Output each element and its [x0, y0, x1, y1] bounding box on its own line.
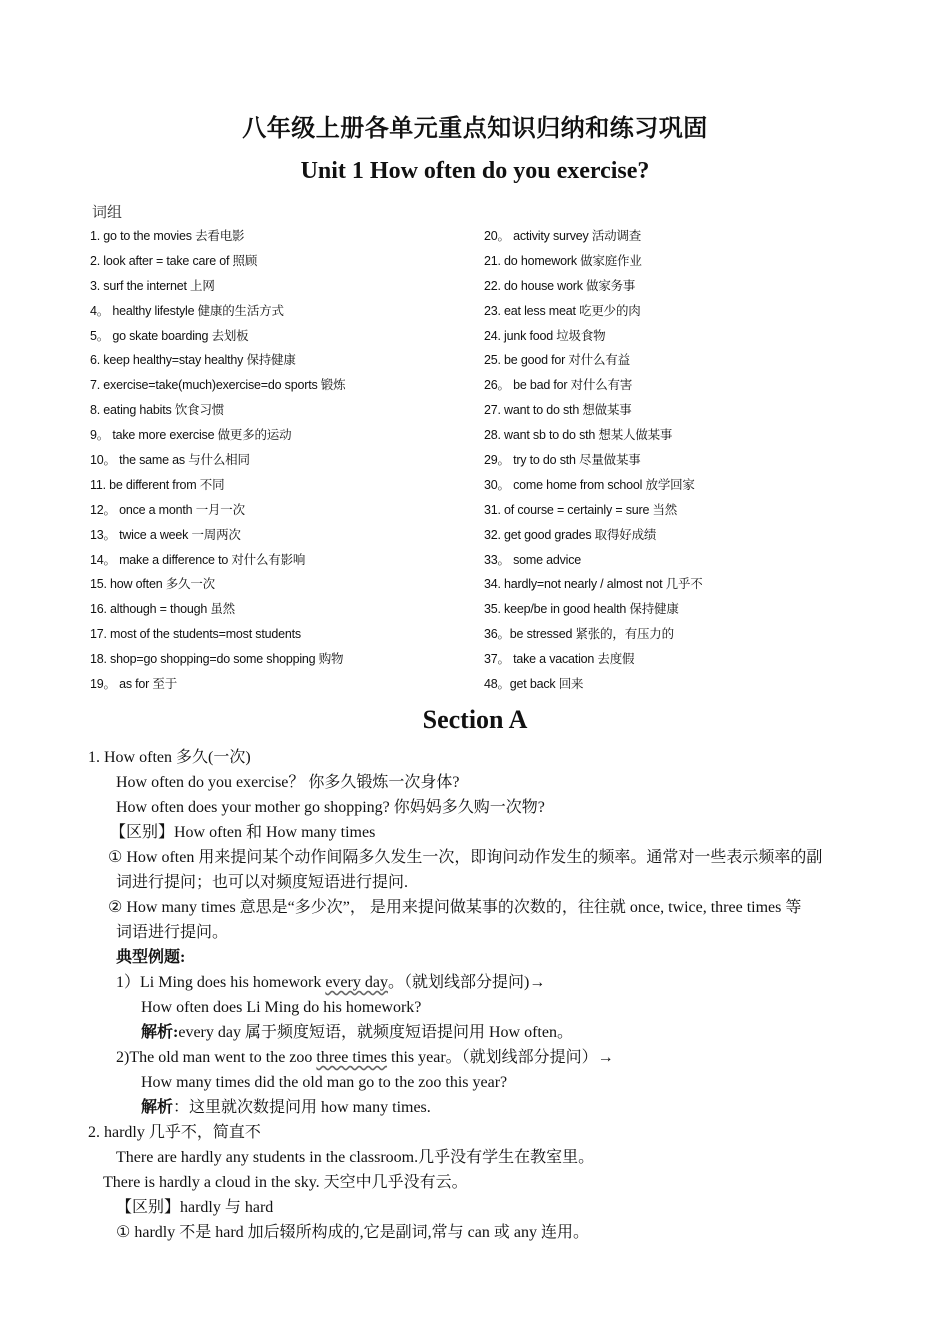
explanation-line: 词语进行提问。 [116, 924, 229, 941]
explanation-line: ② How many times 意思是“多少次”， 是用来提问做某事的次数的，往往就 once, twice, three times 等 [108, 899, 802, 916]
vocab-item: 21. do homework 做家庭作业 [484, 253, 642, 268]
vocab-item: 16. although = though 虽然 [90, 602, 235, 617]
vocab-item: 18. shop=go shopping=do some shopping 购物 [90, 652, 344, 667]
unit-title: Unit 1 How often do you exercise? [300, 158, 650, 184]
explanation-line: ① How often 用来提问某个动作间隔多久发生一次，即询问动作发生的频率。通常对一些表示频率的副 [108, 849, 823, 866]
vocab-item: 33。 some advice [484, 552, 582, 567]
vocab-item: 48。get back 回来 [484, 677, 584, 692]
vocab-item: 30。 come home from school 放学回家 [484, 477, 695, 492]
vocab-list-right [484, 226, 703, 699]
vocab-item: 2. look after = take care of 照顾 [90, 253, 258, 268]
section-title: Section A [422, 705, 528, 734]
vocab-item: 27. want to do sth 想做某事 [484, 403, 632, 418]
vocab-item: 32. get good grades 取得好成绩 [484, 527, 657, 542]
vocab-item: 34. hardly=not nearly / almost not 几乎不 [484, 577, 703, 592]
vocab-item: 4。 healthy lifestyle 健康的生活方式 [90, 303, 284, 318]
vocab-item: 23. eat less meat 吃更少的肉 [484, 303, 641, 318]
question-text: 2)The old man went to the zoo [116, 1049, 317, 1066]
question-instruction: this year。（就划线部分提问）→ [387, 1049, 614, 1066]
vocab-item: 36。be stressed 紧张的，有压力的 [484, 627, 674, 642]
question-text: 1）Li Ming does his homework [116, 974, 326, 991]
explanation-line: 词进行提问；也可以对频度短语进行提问. [116, 874, 409, 891]
vocab-item: 6. keep healthy=stay healthy 保持健康 [90, 353, 296, 368]
vocab-item: 1. go to the movies 去看电影 [90, 229, 245, 243]
vocab-item: 3. surf the internet 上网 [90, 278, 215, 293]
vocab-item: 5。 go skate boarding 去划板 [90, 328, 249, 343]
explanation-line: ① hardly 不是 hard 加后辍所构成的,它是副词,常与 can 或 any 连用。 [116, 1224, 589, 1241]
document-title: 八年级上册各单元重点知识归纳和练习巩固 [242, 114, 708, 142]
example-sentence: How often does your mother go shopping? 你妈妈多久购一次物? [116, 799, 545, 816]
analysis-line [141, 1021, 573, 1045]
vocab-item: 12。 once a month 一月一次 [90, 502, 245, 517]
analysis-label: 解析: [141, 1024, 179, 1041]
vocab-item: 22. do house work 做家务事 [484, 278, 636, 293]
vocab-item: 7. exercise=take(much)exercise=do sports 锻炼 [90, 378, 346, 393]
difference-heading: 【区别】hardly 与 hard [116, 1199, 274, 1216]
vocab-item: 24. junk food 垃圾食物 [484, 328, 606, 343]
vocab-item: 8. eating habits 饮食习惯 [90, 403, 225, 418]
analysis-line [141, 1096, 431, 1120]
analysis-label: 解析 [141, 1099, 174, 1116]
difference-heading: 【区别】How often 和 How many times [110, 824, 376, 841]
example-sentence: How often do you exercise？ 你多久锻炼一次身体? [116, 774, 460, 791]
vocab-item: 10。 the same as 与什么相同 [90, 453, 250, 468]
vocab-item: 17. most of the students=most students [90, 627, 301, 642]
question-instruction: 。（就划线部分提问)→ [387, 974, 546, 991]
vocab-item: 29。 try to do sth 尽量做某事 [484, 453, 641, 468]
vocab-item: 35. keep/be in good health 保持健康 [484, 602, 679, 617]
example-sentence: There are hardly any students in the classroom.几乎没有学生在教室里。 [116, 1149, 595, 1166]
underlined-phrase: three times [316, 1049, 388, 1066]
question-2 [116, 1046, 614, 1070]
answer-line: How many times did the old man go to the zoo this year? [141, 1074, 508, 1091]
vocab-item: 26。 be bad for 对什么有害 [484, 378, 633, 393]
example-sentence: There is hardly a cloud in the sky. 天空中几乎没有云。 [103, 1174, 468, 1191]
vocab-item: 9。 take more exercise 做更多的运动 [90, 428, 292, 443]
answer-line: How often does Li Ming do his homework? [141, 999, 422, 1016]
underlined-phrase: every day [325, 974, 388, 991]
vocab-item: 15. how often 多久一次 [90, 577, 215, 592]
vocab-heading: 词组 [92, 203, 123, 221]
question-1 [116, 971, 545, 995]
point-heading: 2. hardly 几乎不，简直不 [88, 1124, 261, 1141]
vocab-item: 19。 as for 至于 [90, 677, 178, 692]
analysis-text: ：这里就次数提问用 how many times. [173, 1099, 431, 1116]
vocab-list-left [90, 226, 345, 699]
vocab-item: 14。 make a difference to 对什么有影响 [90, 552, 306, 567]
vocab-item: 13。 twice a week 一周两次 [90, 527, 241, 542]
vocab-item: 11. be different from 不同 [90, 477, 225, 492]
point-heading: 1. How often 多久(一次) [88, 749, 251, 766]
vocab-item: 28. want sb to do sth 想某人做某事 [484, 428, 673, 443]
analysis-text: every day 属于频度短语，就频度短语提问用 How often。 [178, 1024, 573, 1041]
vocab-item: 31. of course = certainly = sure 当然 [484, 502, 678, 517]
typical-examples-label: 典型例题: [116, 949, 186, 966]
vocab-item: 25. be good for 对什么有益 [484, 353, 630, 368]
vocab-item: 37。 take a vacation 去度假 [484, 652, 635, 667]
vocab-item: 20。 activity survey 活动调查 [484, 229, 642, 243]
